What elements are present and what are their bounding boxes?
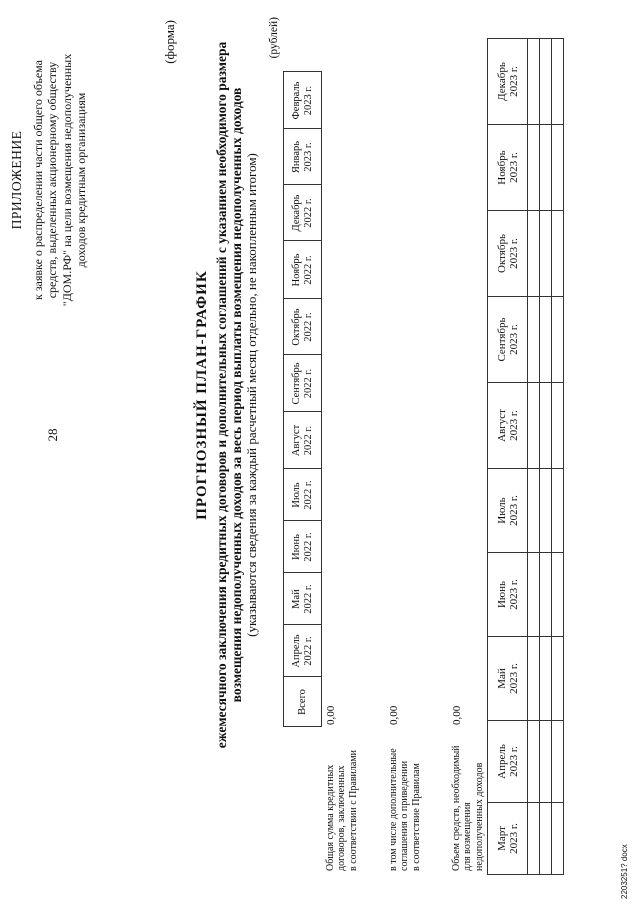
table-cell: [540, 721, 552, 803]
row-label: Общая сумма кредитных договоров, заключенных в соответствии с Правилами: [324, 749, 359, 871]
table-cell: [540, 297, 552, 383]
table-cell: [528, 721, 540, 803]
header-cell: Июнь 2022 г.: [284, 521, 322, 573]
table-row: [540, 39, 552, 875]
units-label: (рублей): [268, 17, 280, 59]
table-body: [528, 39, 564, 875]
header-cell: Январь 2023 г.: [284, 129, 322, 185]
header-cell: Октябрь 2023 г.: [488, 211, 528, 297]
header-cell: Август 2023 г.: [488, 383, 528, 469]
table-cell: [322, 185, 385, 241]
table-cell: [528, 211, 540, 297]
table-cell: [552, 553, 564, 637]
table-cell: [385, 521, 448, 573]
header-cell: Июль 2022 г.: [284, 469, 322, 521]
header-cell: Сентябрь 2023 г.: [488, 297, 528, 383]
table-cell: [528, 39, 540, 125]
appendix-line: средств, выделенных акционерному обществу: [45, 61, 59, 299]
table-cell: [528, 637, 540, 721]
table-cell: [385, 72, 448, 129]
header-cell: Март 2023 г.: [488, 803, 528, 875]
schedule-table-2023: [487, 38, 564, 875]
table-cell: [552, 637, 564, 721]
header-cell: Декабрь 2022 г.: [284, 185, 322, 241]
header-cell: [284, 727, 322, 875]
table-cell: [322, 355, 385, 412]
table-cell: [552, 803, 564, 875]
table-header-row: [284, 72, 322, 875]
table-cell: [322, 625, 385, 677]
schedule-table-2022: [283, 72, 511, 876]
header-cell: Сентябрь 2022 г.: [284, 355, 322, 412]
row-total: 0,00: [387, 705, 400, 725]
table-cell: [385, 241, 448, 299]
table-cell: [540, 39, 552, 125]
table-cell: [322, 129, 385, 185]
table-cell: [385, 355, 448, 412]
title-block: [195, 35, 259, 755]
title-line: возмещения недополученных доходов за весь период выплаты возмещения недополученных доходов: [229, 87, 244, 703]
header-cell: Июнь 2023 г.: [488, 553, 528, 637]
table-cell: [552, 721, 564, 803]
header-cell: Февраль 2023 г.: [284, 72, 322, 129]
table-cell: [528, 553, 540, 637]
table-cell: [385, 412, 448, 469]
table-cell: [552, 469, 564, 553]
table-cell: [385, 625, 448, 677]
table-cell: [528, 803, 540, 875]
table-cell: [322, 573, 385, 625]
table-cell: [540, 637, 552, 721]
row-label: Объем средств, необходимый для возмещения недополученных доходов: [450, 745, 485, 871]
table-row: [552, 39, 564, 875]
header-cell: Ноябрь 2023 г.: [488, 125, 528, 211]
table-cell: [528, 125, 540, 211]
table-cell: [385, 299, 448, 355]
table-cell: [385, 469, 448, 521]
header-cell: Май 2023 г.: [488, 637, 528, 721]
table-cell: [322, 521, 385, 573]
table-body: [322, 72, 511, 875]
table-cell: [322, 299, 385, 355]
header-cell: Октябрь 2022 г.: [284, 299, 322, 355]
row-label: в том числе дополнительные соглашения о приведении в соответствие Правилам: [387, 748, 422, 871]
title-note: (указываются сведения за каждый расчетный месяц отдельно, не накопленным итогом): [244, 153, 259, 637]
table-cell: [385, 573, 448, 625]
row-total: 0,00: [325, 705, 337, 725]
title-line: ежемесячного заключения кредитных договоров и дополнительных соглашений с указанием необходимого размера: [214, 41, 229, 749]
form-label: (форма): [162, 20, 177, 64]
header-cell: Декабрь 2023 г.: [488, 39, 528, 125]
appendix-line: "ДОМ.РФ" на цели возмещения недополученных: [59, 53, 74, 307]
table-header-row: [488, 39, 528, 875]
header-cell: Ноябрь 2022 г.: [284, 241, 322, 299]
header-cell: Август 2022 г.: [284, 412, 322, 469]
appendix-block: [10, 0, 89, 360]
table-cell: [385, 129, 448, 185]
table-cell: [322, 412, 385, 469]
table-cell: [552, 297, 564, 383]
table-cell: [322, 72, 385, 129]
table-cell: [528, 383, 540, 469]
document-id: 2203251? docx: [620, 844, 629, 899]
appendix-line: к заявке о распределении части общего объема: [30, 59, 45, 301]
header-cell: Май 2022 г.: [284, 573, 322, 625]
table-cell: [322, 469, 385, 521]
header-cell: Июль 2023 г.: [488, 469, 528, 553]
table-cell: [552, 383, 564, 469]
table-cell: [528, 469, 540, 553]
row-total: 0,00: [450, 705, 463, 725]
table-cell: [540, 125, 552, 211]
header-cell: Апрель 2023 г.: [488, 721, 528, 803]
table-cell: [540, 469, 552, 553]
appendix-heading: ПРИЛОЖЕНИЕ: [9, 130, 24, 230]
document-title: ПРОГНОЗНЫЙ ПЛАН-ГРАФИК: [194, 270, 210, 520]
table-cell: [552, 39, 564, 125]
table-cell: [528, 297, 540, 383]
header-cell: Апрель 2022 г.: [284, 625, 322, 677]
table-cell: [540, 383, 552, 469]
appendix-line: доходов кредитным организациям: [74, 92, 88, 268]
table-cell: [540, 553, 552, 637]
table-row: [385, 72, 448, 875]
table-cell: [540, 211, 552, 297]
table-cell: [385, 185, 448, 241]
table-row: [528, 39, 540, 875]
table-row: [322, 72, 385, 875]
page-number: 28: [45, 428, 60, 442]
table-cell: [322, 241, 385, 299]
table-cell: [540, 803, 552, 875]
table-cell: [552, 211, 564, 297]
header-cell: Всего: [284, 677, 322, 727]
table-cell: [552, 125, 564, 211]
